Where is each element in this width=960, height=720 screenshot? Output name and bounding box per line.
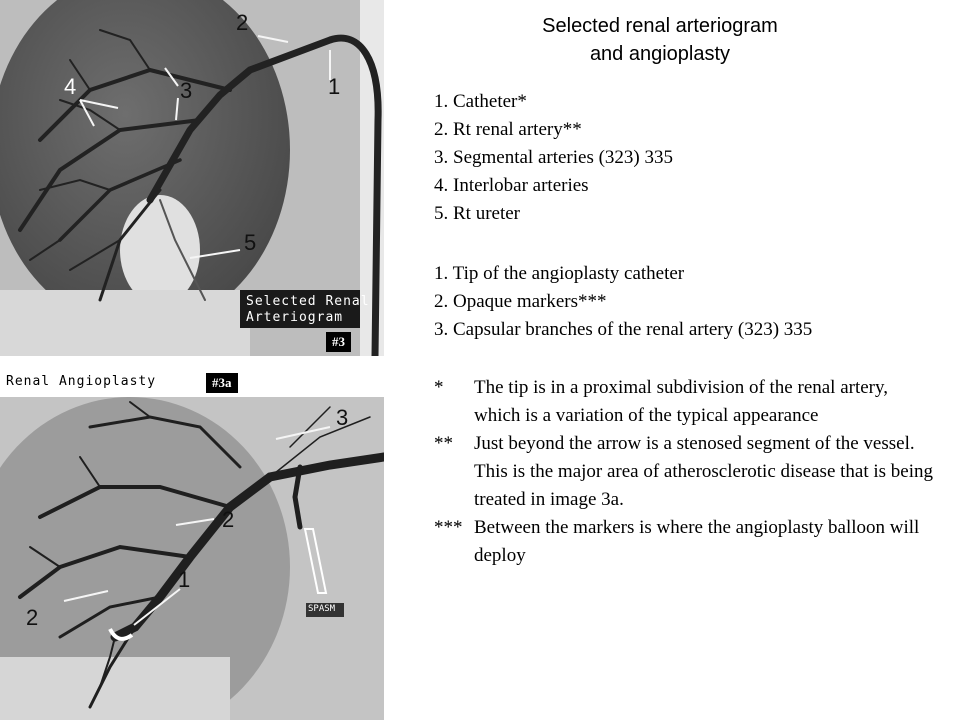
spasm-stamp: SPASM <box>308 604 336 614</box>
label-2: 2 <box>236 10 249 35</box>
angioplasty-image <box>0 367 384 720</box>
footnote-marker: * <box>434 377 444 398</box>
list-item: 2. Rt renal artery** <box>434 119 582 140</box>
arteriogram-caption <box>246 294 370 326</box>
angioplasty-caption: Renal Angioplasty <box>6 374 157 389</box>
label-1: 1 <box>178 567 191 592</box>
page-title <box>430 12 890 68</box>
footnote <box>434 430 944 514</box>
label-3: 3 <box>336 405 349 430</box>
angioplasty-drawing <box>0 367 384 720</box>
arteriogram-caption-line2: Arteriogram <box>246 310 344 325</box>
image-tag-3: #3 <box>326 332 351 352</box>
list-item: 1. Catheter* <box>434 91 527 112</box>
footnotes <box>434 374 944 570</box>
anatomy-list <box>434 88 944 228</box>
label-2-upper: 2 <box>222 507 235 532</box>
arteriogram-caption-line1: Selected Renal <box>246 294 370 309</box>
list-item: 4. Interlobar arteries <box>434 175 589 196</box>
title-line-1: Selected renal arteriogram <box>542 15 778 37</box>
label-1: 1 <box>328 74 341 99</box>
angioplasty-list <box>434 260 944 344</box>
footnote-text: Just beyond the arrow is a stenosed segment of the vessel. This is the major area of atherosclerotic disease that is being treated in image 3a. <box>474 433 934 510</box>
list-item: 3. Segmental arteries (323) 335 <box>434 147 674 168</box>
footnote-marker: *** <box>434 517 463 538</box>
label-3: 3 <box>180 78 193 103</box>
label-4: 4 <box>64 74 77 99</box>
title-line-2: and angioplasty <box>589 43 731 65</box>
arteriogram-image <box>0 0 384 356</box>
footnote-marker: ** <box>434 433 453 454</box>
footnote <box>434 514 944 570</box>
footnote <box>434 374 944 430</box>
list-item: 5. Rt ureter <box>434 203 521 224</box>
label-5: 5 <box>244 230 257 255</box>
label-2-lower: 2 <box>26 605 39 630</box>
footnote-text: The tip is in a proximal subdivision of the renal artery, which is a variation of the typical appearance <box>474 377 889 426</box>
list-item: 3. Capsular branches of the renal artery (323) 335 <box>434 319 813 340</box>
footnote-text: Between the markers is where the angioplasty balloon will deploy <box>474 517 920 566</box>
image-tag-3a: #3a <box>206 373 238 393</box>
list-item: 2. Opaque markers*** <box>434 291 607 312</box>
list-item: 1. Tip of the angioplasty catheter <box>434 263 685 284</box>
